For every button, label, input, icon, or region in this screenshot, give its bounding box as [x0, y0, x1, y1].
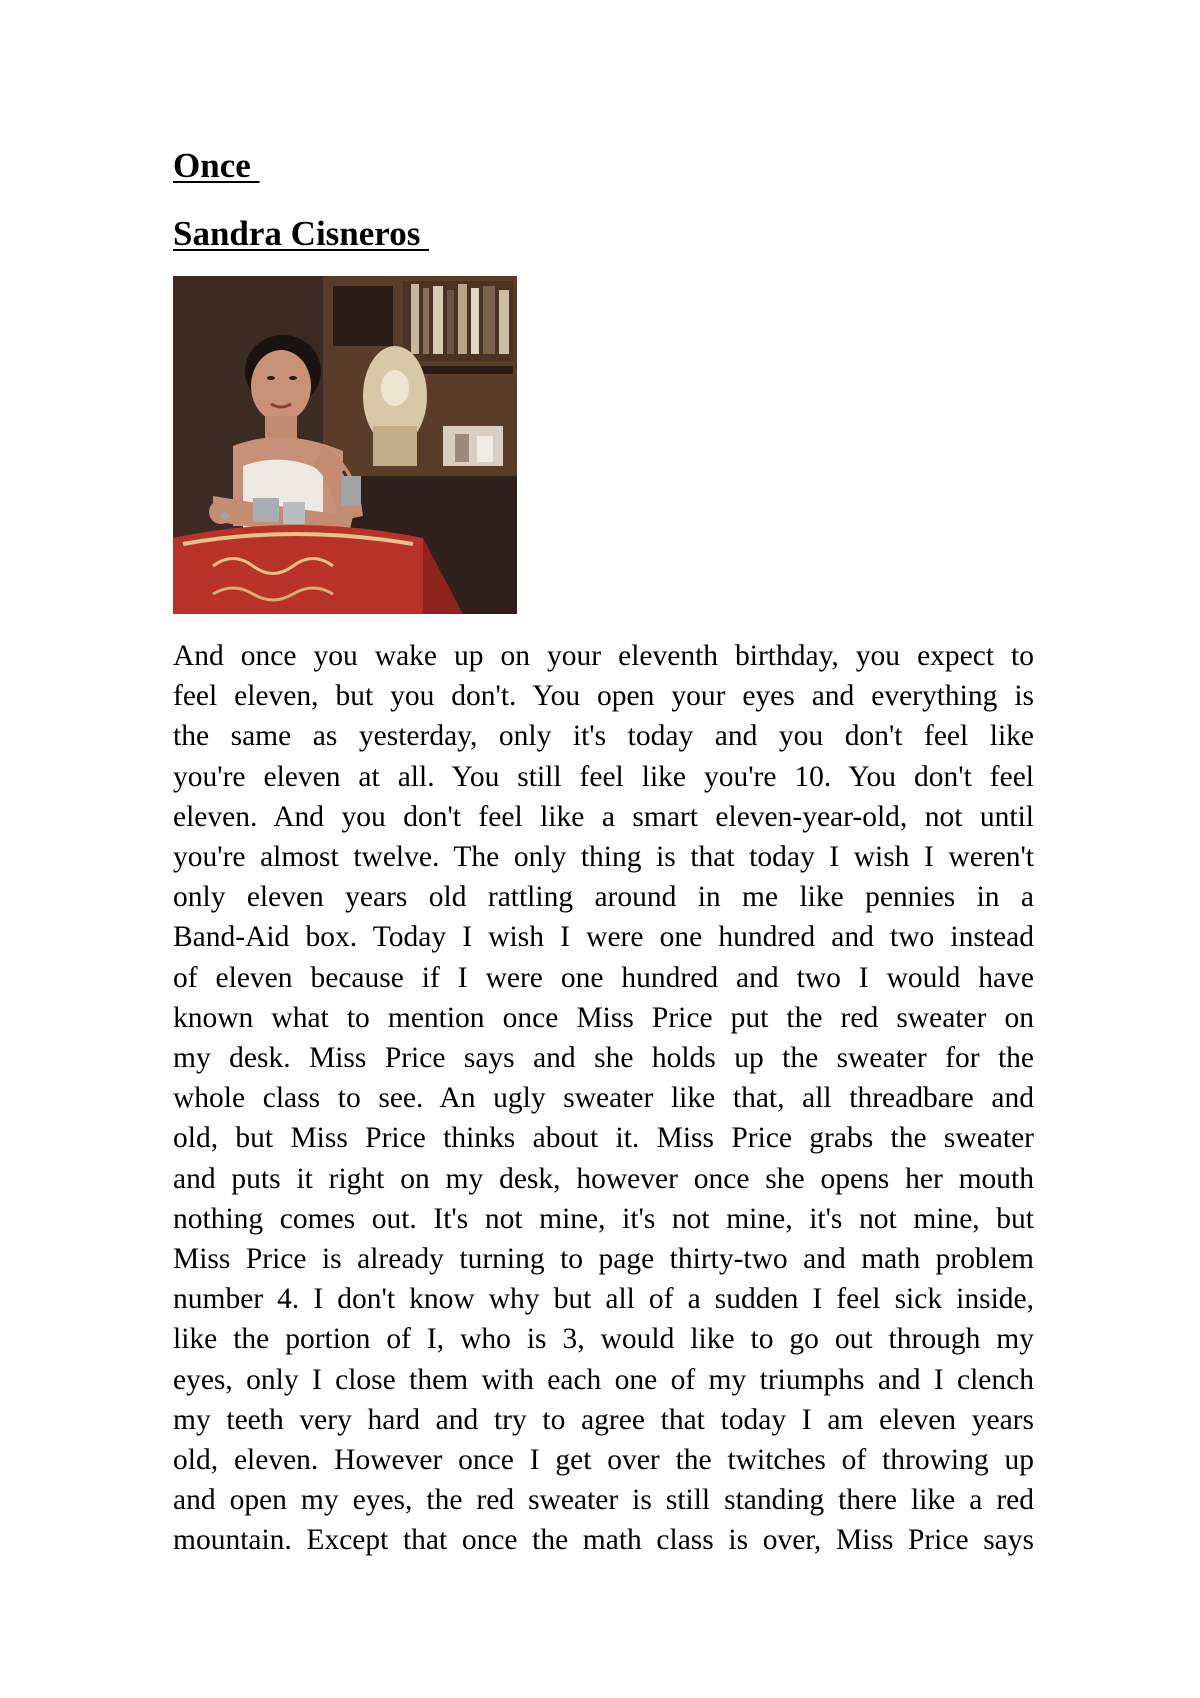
- body-line: of eleven because if I were one hundred and two I would have: [173, 961, 1034, 994]
- body-line: and open my eyes, the red sweater is still standing there like a red: [173, 1484, 1034, 1517]
- body-line: known what to mention once Miss Price put the red sweater on: [173, 1001, 1034, 1034]
- body-line: Miss Price is already turning to page thirty-two and math problem: [173, 1243, 1034, 1276]
- body-line: my desk. Miss Price says and she holds up the sweater for the: [173, 1042, 1034, 1075]
- portrait-illustration: [173, 276, 517, 614]
- body-line: whole class to see. An ugly sweater like that, all threadbare and: [173, 1082, 1034, 1115]
- body-line: only eleven years old rattling around in me like pennies in a: [173, 881, 1034, 914]
- body-line: my teeth very hard and try to agree that today I am eleven years: [173, 1403, 1034, 1436]
- body-line: eleven. And you don't feel like a smart eleven-year-old, not until: [173, 800, 1034, 833]
- body-line: feel eleven, but you don't. You open your eyes and everything is: [173, 680, 1034, 713]
- body-line: eyes, only I close them with each one of my triumphs and I clench: [173, 1363, 1034, 1396]
- body-line: the same as yesterday, only it's today and you don't feel like: [173, 720, 1034, 753]
- document-title: Once: [173, 146, 260, 185]
- body-line: And once you wake up on your eleventh birthday, you expect to: [173, 640, 1034, 672]
- body-line: nothing comes out. It's not mine, it's not mine, it's not mine, but: [173, 1202, 1034, 1235]
- body-line: like the portion of I, who is 3, would like to go out through my: [173, 1323, 1034, 1356]
- body-line: and puts it right on my desk, however once she opens her mouth: [173, 1162, 1034, 1195]
- body-line: Band-Aid box. Today I wish I were one hundred and two instead: [173, 921, 1034, 954]
- body-line: old, eleven. However once I get over the twitches of throwing up: [173, 1444, 1034, 1477]
- body-line: you're eleven at all. You still feel like you're 10. You don't feel: [173, 760, 1034, 793]
- body-line: mountain. Except that once the math class is over, Miss Price says: [173, 1524, 1034, 1557]
- author-portrait-photo: [173, 276, 517, 614]
- body-line: old, but Miss Price thinks about it. Miss Price grabs the sweater: [173, 1122, 1034, 1155]
- body-line: number 4. I don't know why but all of a sudden I feel sick inside,: [173, 1283, 1034, 1316]
- author-name: Sandra Cisneros: [173, 214, 430, 253]
- body-paragraph: [173, 636, 1034, 1561]
- body-line: you're almost twelve. The only thing is that today I wish I weren't: [173, 841, 1034, 874]
